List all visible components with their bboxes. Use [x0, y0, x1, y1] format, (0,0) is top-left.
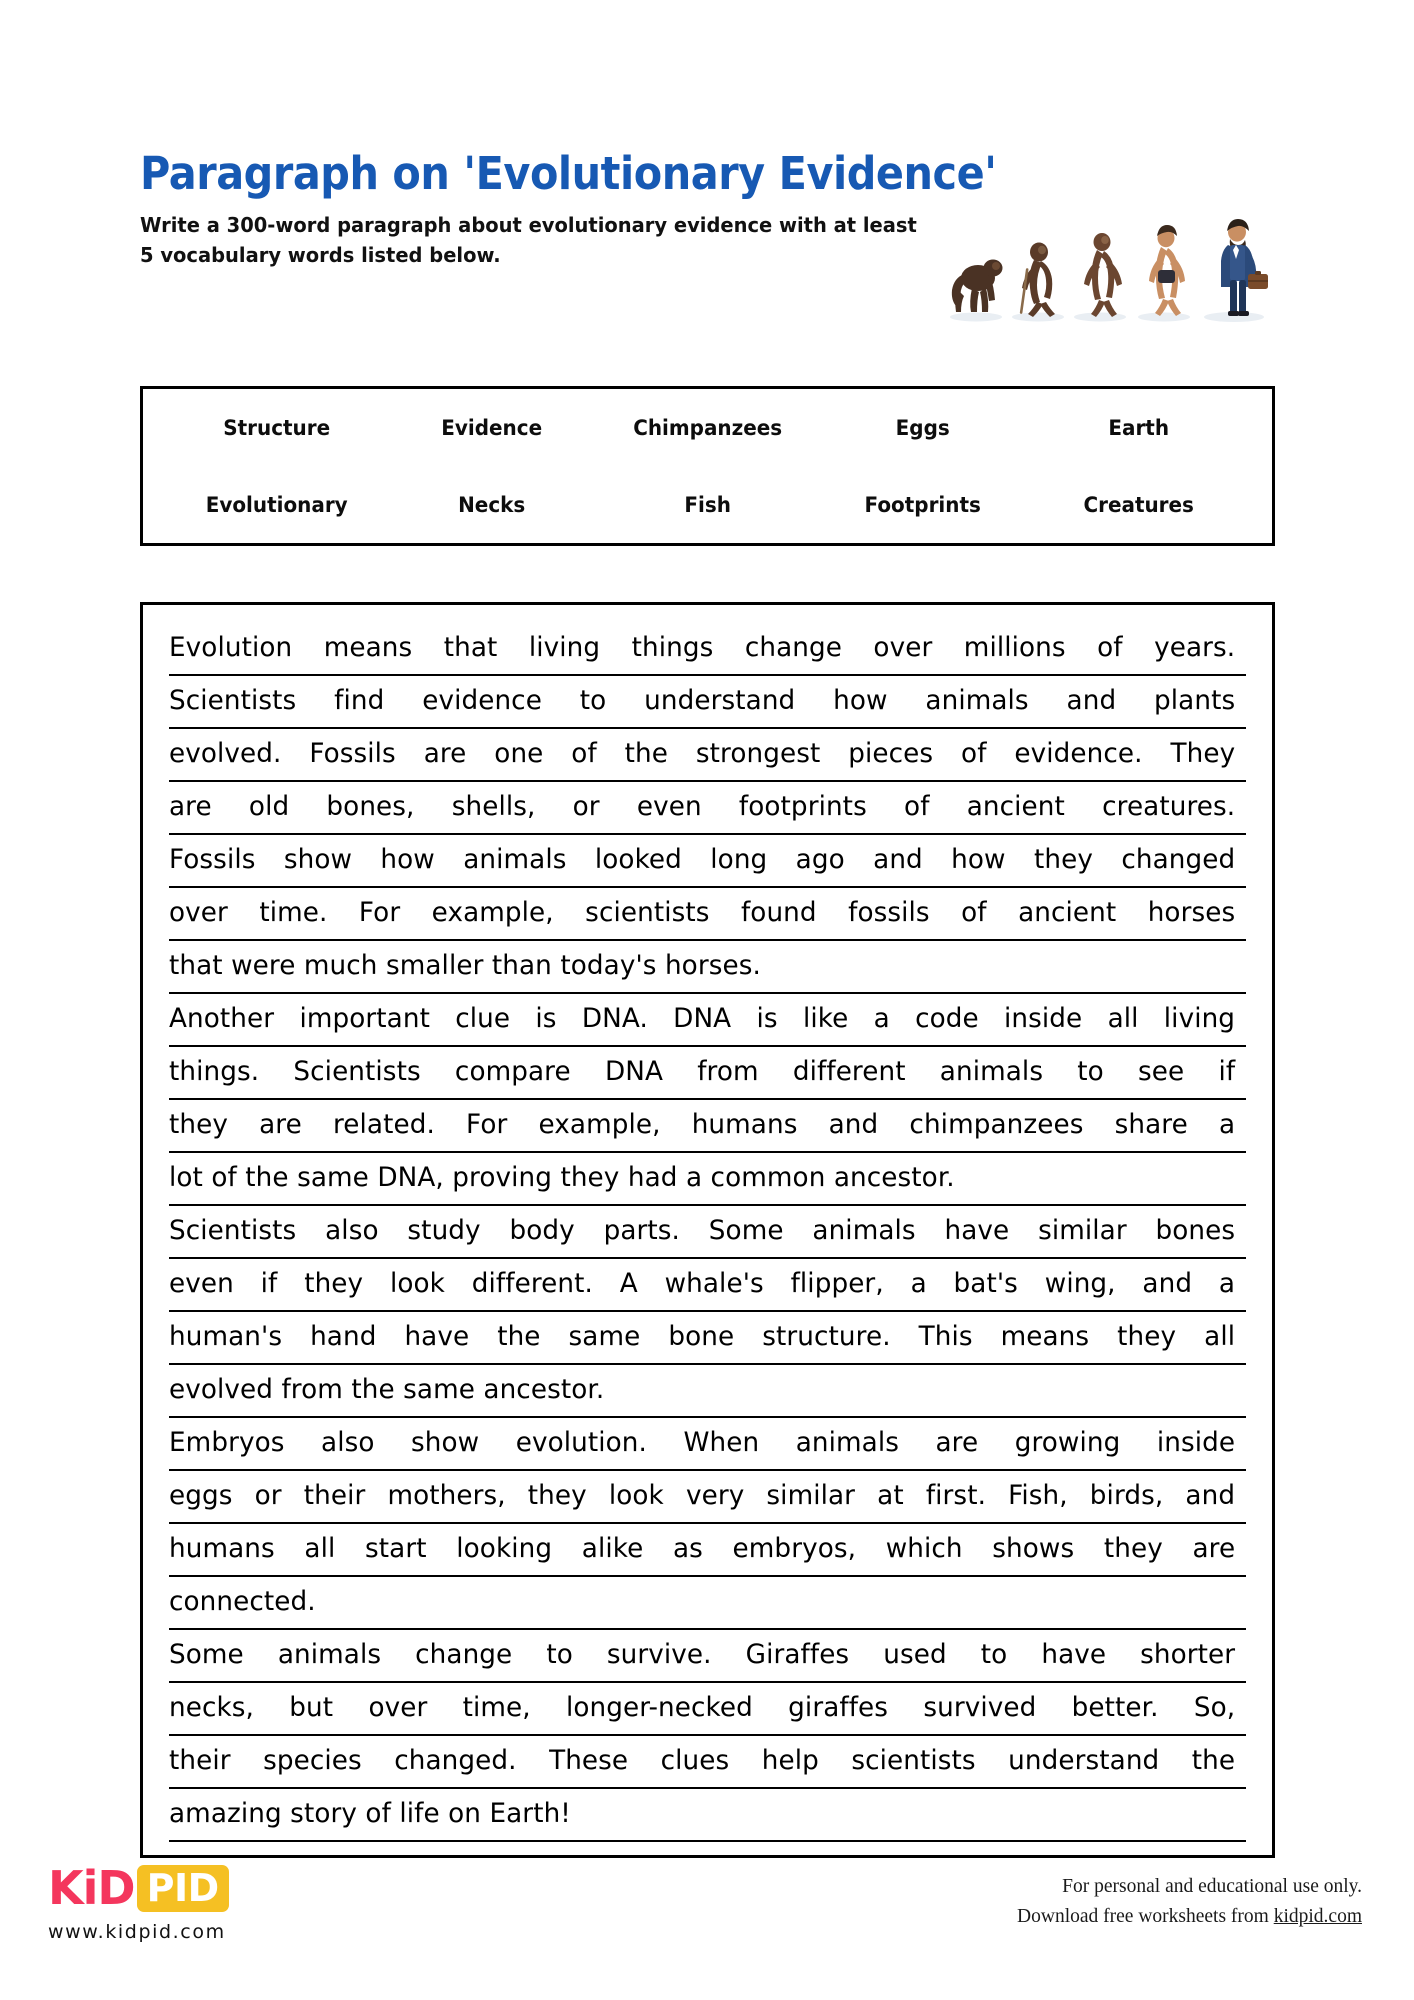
- answer-word: parts.: [603, 1215, 680, 1246]
- answer-word: scientists: [851, 1745, 976, 1776]
- answer-line-text: [169, 835, 1235, 885]
- answer-word: code: [915, 1003, 979, 1034]
- vocab-word: Creatures: [1083, 492, 1194, 517]
- answer-word: are: [169, 791, 212, 822]
- answer-word: very: [685, 1480, 745, 1511]
- answer-word: DNA: [673, 1003, 732, 1034]
- answer-word: if: [1218, 1056, 1236, 1087]
- footer-notice-line-2: [1017, 1902, 1362, 1932]
- answer-word: a: [910, 1268, 927, 1299]
- answer-line-text: [169, 1312, 1235, 1362]
- logo-pid-badge: PID: [137, 1865, 229, 1912]
- answer-line-text: evolved from the same ancestor.: [169, 1374, 605, 1405]
- answer-word: bones: [1155, 1215, 1236, 1246]
- answer-word: the: [1191, 1745, 1236, 1776]
- answer-word: compare: [454, 1056, 571, 1087]
- answer-word: are: [259, 1109, 302, 1140]
- answer-word: they: [1103, 1533, 1163, 1564]
- answer-word: over: [873, 632, 933, 663]
- answer-word: and: [1142, 1268, 1193, 1299]
- answer-word: show: [283, 844, 353, 875]
- answer-word: or: [572, 791, 600, 822]
- answer-word: means: [323, 632, 413, 663]
- answer-word: time,: [462, 1692, 531, 1723]
- answer-line: [169, 1471, 1246, 1524]
- answer-word: that: [443, 632, 498, 663]
- answer-word: example,: [538, 1109, 661, 1140]
- answer-word: humans: [691, 1109, 798, 1140]
- answer-word: even: [636, 791, 702, 822]
- answer-word: animals: [795, 1427, 899, 1458]
- answer-word: things.: [169, 1056, 260, 1087]
- answer-line-text: [169, 888, 1235, 938]
- answer-line-text: [169, 1206, 1235, 1256]
- answer-word: evolution.: [515, 1427, 647, 1458]
- answer-word: of: [1097, 632, 1123, 663]
- answer-line: [169, 941, 1246, 994]
- answer-word: find: [334, 685, 385, 716]
- answer-word: first.: [925, 1480, 987, 1511]
- answer-word: they: [304, 1268, 364, 1299]
- answer-word: animals: [277, 1639, 382, 1670]
- answer-word: at: [877, 1480, 904, 1511]
- answer-word: This: [918, 1321, 973, 1352]
- answer-word: animals: [463, 844, 567, 875]
- answer-word: similar: [766, 1480, 856, 1511]
- answer-line-text: connected.: [169, 1586, 316, 1617]
- answer-word: of: [961, 897, 987, 928]
- answer-word: longer-necked: [566, 1692, 753, 1723]
- handwritten-paragraph: [169, 623, 1246, 1842]
- answer-word: giraffes: [788, 1692, 889, 1723]
- answer-word: necks,: [169, 1692, 255, 1723]
- answer-word: all: [1204, 1321, 1236, 1352]
- answer-word: which: [885, 1533, 963, 1564]
- vocab-word: Necks: [458, 492, 526, 517]
- answer-word: millions: [963, 632, 1066, 663]
- answer-word: they: [169, 1109, 228, 1140]
- answer-word: similar: [1038, 1215, 1127, 1246]
- answer-word: Scientists: [169, 1215, 297, 1246]
- vocab-word: Earth: [1107, 415, 1169, 440]
- answer-word: how: [833, 685, 888, 716]
- answer-word: change: [415, 1639, 513, 1670]
- answer-word: strongest: [695, 738, 821, 769]
- answer-line: [169, 1683, 1246, 1736]
- answer-word: scientists: [585, 897, 710, 928]
- answer-line-text: [169, 1524, 1235, 1574]
- answer-word: all: [304, 1533, 336, 1564]
- answer-word: things: [631, 632, 714, 663]
- answer-word: chimpanzees: [909, 1109, 1084, 1140]
- footer-notice: [1017, 1872, 1362, 1932]
- footer-notice-line-1: For personal and educational use only.: [1062, 1876, 1362, 1897]
- answer-word: different: [792, 1056, 906, 1087]
- answer-word: of: [571, 738, 597, 769]
- answer-word: and: [873, 844, 923, 875]
- answer-word: Embryos: [169, 1427, 285, 1458]
- answer-word: time.: [259, 897, 328, 928]
- answer-line-text: [169, 676, 1235, 726]
- vocab-word: Chimpanzees: [633, 415, 783, 440]
- answer-word: and: [1066, 685, 1117, 716]
- answer-word: whale's: [664, 1268, 764, 1299]
- answer-line: [169, 782, 1246, 835]
- answer-word: long: [710, 844, 768, 875]
- answer-word: They: [1170, 738, 1236, 769]
- answer-word: evidence: [422, 685, 542, 716]
- instruction-line-2: 5 vocabulary words listed below.: [140, 242, 501, 267]
- answer-line-text: [169, 1418, 1235, 1468]
- answer-word: from: [697, 1056, 759, 1087]
- answer-line-text: lot of the same DNA, proving they had a common ancestor.: [169, 1162, 955, 1193]
- answer-word: DNA.: [581, 1003, 648, 1034]
- answer-line-text: [169, 729, 1235, 779]
- answer-word: a: [1218, 1268, 1236, 1299]
- answer-line: [169, 1365, 1246, 1418]
- answer-box[interactable]: [140, 602, 1275, 1858]
- answer-line-text: [169, 1047, 1235, 1097]
- vocab-word: Fish: [684, 492, 731, 517]
- answer-word: embryos,: [732, 1533, 857, 1564]
- answer-line: [169, 1418, 1246, 1471]
- answer-word: survive.: [606, 1639, 712, 1670]
- answer-word: have: [944, 1215, 1010, 1246]
- answer-word: Fossils: [309, 738, 396, 769]
- answer-line-text: [169, 1100, 1235, 1150]
- answer-word: shorter: [1140, 1639, 1236, 1670]
- answer-word: birds,: [1089, 1480, 1164, 1511]
- answer-word: bat's: [953, 1268, 1018, 1299]
- answer-word: one: [494, 738, 544, 769]
- answer-line: [169, 1630, 1246, 1683]
- answer-word: have: [1041, 1639, 1107, 1670]
- answer-word: their: [303, 1480, 366, 1511]
- answer-word: evidence.: [1014, 738, 1143, 769]
- answer-word: they: [527, 1480, 587, 1511]
- answer-line: [169, 676, 1246, 729]
- answer-word: humans: [169, 1533, 275, 1564]
- answer-word: When: [683, 1427, 760, 1458]
- answer-word: how: [380, 844, 435, 875]
- answer-word: over: [169, 897, 228, 928]
- answer-word: found: [740, 897, 817, 928]
- answer-word: living: [528, 632, 601, 663]
- answer-word: is: [756, 1003, 778, 1034]
- answer-word: plants: [1154, 685, 1236, 716]
- page-footer: [0, 1850, 1414, 2000]
- answer-line-text: [169, 994, 1235, 1044]
- answer-word: also: [321, 1427, 375, 1458]
- answer-line: [169, 729, 1246, 782]
- answer-word: example,: [431, 897, 554, 928]
- answer-word: survived: [923, 1692, 1037, 1723]
- vocab-word: Evolutionary: [205, 492, 348, 517]
- answer-word: understand: [644, 685, 796, 716]
- answer-word: body: [509, 1215, 575, 1246]
- answer-word: alike: [581, 1533, 644, 1564]
- answer-word: show: [411, 1427, 480, 1458]
- answer-word: changed: [1121, 844, 1236, 875]
- answer-word: species: [263, 1745, 362, 1776]
- answer-word: the: [497, 1321, 541, 1352]
- answer-word: of: [904, 791, 930, 822]
- answer-word: Scientists: [169, 685, 297, 716]
- answer-word: and: [828, 1109, 879, 1140]
- answer-word: old: [248, 791, 290, 822]
- answer-line-text: [169, 1683, 1235, 1733]
- answer-word: all: [1107, 1003, 1139, 1034]
- answer-word: clues: [660, 1745, 730, 1776]
- answer-word: ago: [795, 844, 845, 875]
- answer-word: These: [549, 1745, 629, 1776]
- answer-word: share: [1114, 1109, 1188, 1140]
- answer-word: a: [873, 1003, 890, 1034]
- answer-word: a: [1219, 1109, 1236, 1140]
- vocab-word: Evidence: [441, 415, 543, 440]
- answer-line: [169, 1206, 1246, 1259]
- answer-word: mothers,: [387, 1480, 506, 1511]
- logo-kid-text: KiD: [48, 1861, 135, 1915]
- answer-word: living: [1163, 1003, 1236, 1034]
- vocabulary-row-2: [143, 466, 1272, 543]
- answer-word: see: [1138, 1056, 1185, 1087]
- answer-word: Fish,: [1008, 1480, 1068, 1511]
- answer-word: same: [568, 1321, 641, 1352]
- answer-word: ancient: [1018, 897, 1117, 928]
- answer-line: [169, 1789, 1246, 1842]
- logo-url-text: www.kidpid.com: [48, 1921, 226, 1943]
- answer-word: eggs: [169, 1480, 233, 1511]
- answer-word: shows: [992, 1533, 1075, 1564]
- answer-word: start: [365, 1533, 427, 1564]
- answer-word: they: [1033, 844, 1093, 875]
- answer-word: also: [325, 1215, 379, 1246]
- answer-line-text: [169, 782, 1235, 832]
- answer-word: footprints: [738, 791, 867, 822]
- answer-word: flipper,: [790, 1268, 884, 1299]
- answer-word: animals: [939, 1056, 1044, 1087]
- instruction-line-1: Write a 300-word paragraph about evolutionary evidence with at least: [140, 213, 917, 238]
- answer-word: changed.: [394, 1745, 517, 1776]
- answer-word: related.: [332, 1109, 435, 1140]
- answer-line: [169, 623, 1246, 676]
- answer-line: [169, 888, 1246, 941]
- answer-word: means: [1000, 1321, 1090, 1352]
- answer-word: Evolution: [169, 632, 293, 663]
- answer-word: DNA: [604, 1056, 664, 1087]
- answer-word: understand: [1008, 1745, 1160, 1776]
- answer-word: even: [169, 1268, 234, 1299]
- answer-word: study: [407, 1215, 481, 1246]
- answer-word: A: [619, 1268, 638, 1299]
- answer-word: wing,: [1044, 1268, 1116, 1299]
- answer-word: are: [935, 1427, 979, 1458]
- answer-word: the: [624, 738, 669, 769]
- logo-wordmark: [48, 1862, 229, 1914]
- answer-word: different.: [471, 1268, 593, 1299]
- answer-word: are: [423, 738, 467, 769]
- answer-word: better.: [1071, 1692, 1159, 1723]
- answer-word: have: [404, 1321, 470, 1352]
- answer-line: [169, 1153, 1246, 1206]
- answer-word: hand: [310, 1321, 377, 1352]
- answer-word: Scientists: [293, 1056, 421, 1087]
- answer-word: animals: [925, 685, 1029, 716]
- answer-word: of: [961, 738, 987, 769]
- answer-word: help: [761, 1745, 819, 1776]
- answer-word: shells,: [451, 791, 536, 822]
- answer-line-text: that were much smaller than today's horses.: [169, 950, 761, 981]
- answer-word: bones,: [326, 791, 415, 822]
- answer-word: looking: [456, 1533, 553, 1564]
- answer-word: or: [254, 1480, 282, 1511]
- answer-word: change: [744, 632, 842, 663]
- answer-line: [169, 1047, 1246, 1100]
- answer-word: and: [1185, 1480, 1236, 1511]
- answer-line: [169, 1577, 1246, 1630]
- answer-word: how: [951, 844, 1006, 875]
- answer-line: [169, 1736, 1246, 1789]
- answer-word: to: [1077, 1056, 1104, 1087]
- answer-word: pieces: [848, 738, 934, 769]
- answer-word: years.: [1154, 632, 1236, 663]
- answer-word: as: [672, 1533, 703, 1564]
- answer-word: creatures.: [1102, 791, 1236, 822]
- answer-word: inside: [1004, 1003, 1083, 1034]
- answer-word: Fossils: [169, 844, 256, 875]
- answer-word: Some: [708, 1215, 784, 1246]
- answer-word: human's: [169, 1321, 283, 1352]
- vocabulary-row-1: [143, 389, 1272, 466]
- answer-word: if: [260, 1268, 278, 1299]
- footer-notice-prefix: Download free worksheets from: [1017, 1906, 1274, 1928]
- answer-word: their: [169, 1745, 231, 1776]
- answer-word: ancient: [966, 791, 1065, 822]
- answer-word: to: [546, 1639, 573, 1670]
- answer-word: So,: [1193, 1692, 1236, 1723]
- vocab-word: Eggs: [895, 415, 950, 440]
- answer-word: they: [1117, 1321, 1177, 1352]
- vocabulary-box: [140, 386, 1275, 546]
- answer-word: Another: [169, 1003, 275, 1034]
- answer-word: animals: [812, 1215, 916, 1246]
- human-evolution-icon: [942, 212, 1282, 327]
- answer-word: to: [980, 1639, 1008, 1670]
- answer-word: important: [299, 1003, 430, 1034]
- answer-line-text: [169, 1259, 1235, 1309]
- kidpid-link[interactable]: kidpid.com: [1273, 1906, 1362, 1928]
- page-title: Paragraph on 'Evolutionary Evidence': [140, 147, 997, 200]
- answer-word: is: [535, 1003, 557, 1034]
- answer-line-text: [169, 1471, 1235, 1521]
- answer-line-text: [169, 623, 1235, 673]
- answer-word: looked: [594, 844, 682, 875]
- answer-line: [169, 994, 1246, 1047]
- answer-word: are: [1192, 1533, 1236, 1564]
- answer-line: [169, 835, 1246, 888]
- answer-word: horses: [1147, 897, 1236, 928]
- vocab-word: Footprints: [864, 492, 982, 517]
- answer-word: to: [579, 685, 607, 716]
- answer-word: inside: [1156, 1427, 1236, 1458]
- answer-line: [169, 1100, 1246, 1153]
- answer-word: For: [358, 897, 401, 928]
- answer-word: used: [883, 1639, 947, 1670]
- kidpid-logo[interactable]: [48, 1862, 229, 1943]
- answer-word: bone: [668, 1321, 735, 1352]
- answer-word: structure.: [762, 1321, 891, 1352]
- answer-word: like: [802, 1003, 849, 1034]
- answer-word: look: [608, 1480, 664, 1511]
- answer-word: evolved.: [169, 738, 282, 769]
- answer-word: look: [389, 1268, 445, 1299]
- answer-line-text: amazing story of life on Earth!: [169, 1798, 571, 1829]
- answer-word: fossils: [848, 897, 930, 928]
- answer-word: For: [466, 1109, 508, 1140]
- vocab-word: Structure: [223, 415, 331, 440]
- answer-word: clue: [455, 1003, 511, 1034]
- answer-word: Giraffes: [745, 1639, 850, 1670]
- answer-word: Some: [169, 1639, 244, 1670]
- answer-line: [169, 1259, 1246, 1312]
- answer-word: but: [289, 1692, 334, 1723]
- answer-line-text: [169, 1630, 1235, 1680]
- answer-line-text: [169, 1736, 1235, 1786]
- answer-line: [169, 1312, 1246, 1365]
- answer-line: [169, 1524, 1246, 1577]
- answer-word: over: [368, 1692, 428, 1723]
- answer-word: growing: [1014, 1427, 1121, 1458]
